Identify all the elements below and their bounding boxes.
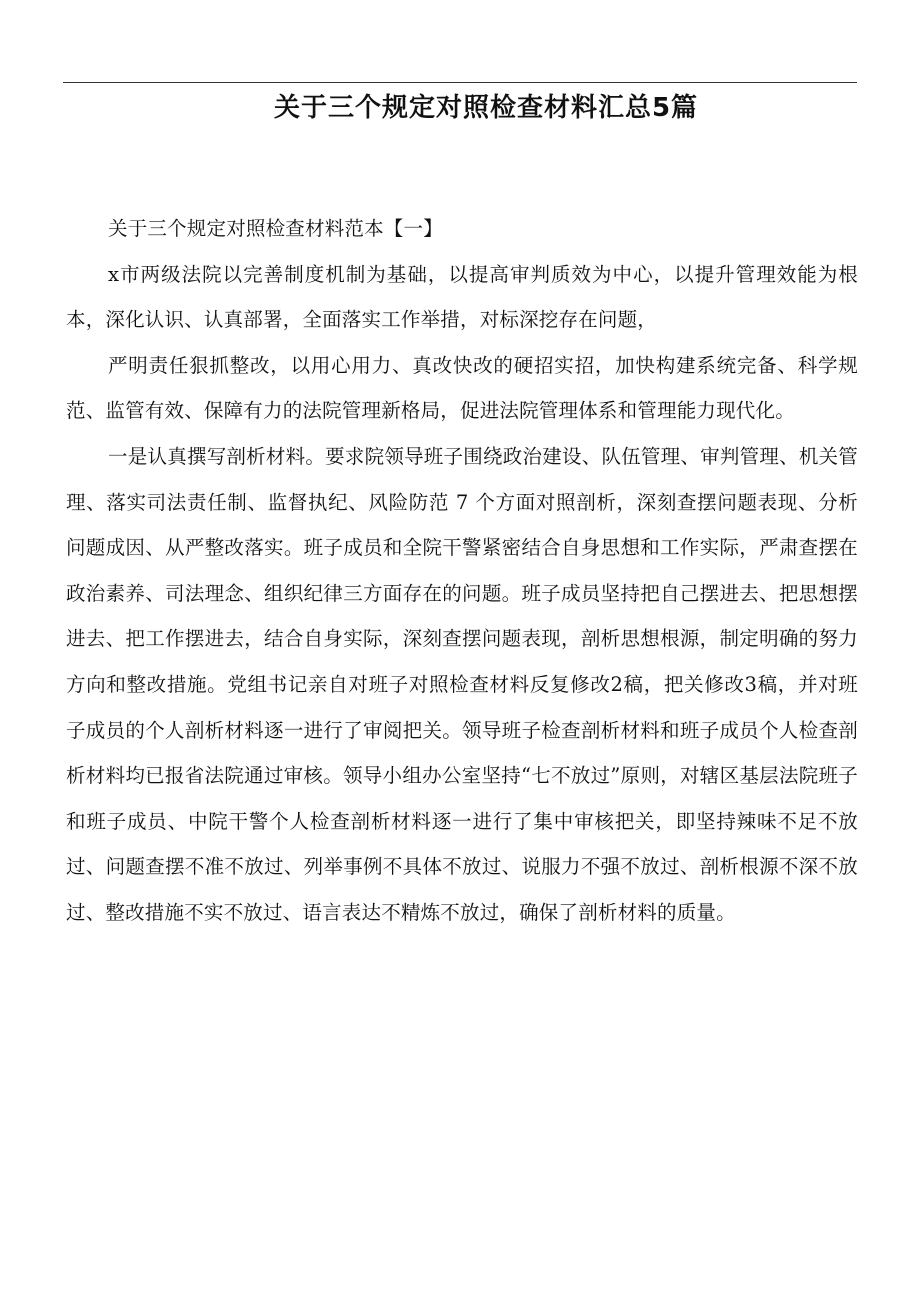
document-title: 关于三个规定对照检查材料汇总5篇	[273, 93, 699, 123]
document-body	[66, 206, 858, 936]
body-paragraph-3: 一是认真撰写剖析材料。要求院领导班子围绕政治建设、队伍管理、审判管理、机关管理、落实司法责任制、监督执纪、风险防范 7 个方面对照剖析，深刻查摆问题表现、分析问题成因、从严整改落实。班子成员和全院干警紧密结合自身思想和工作实际，严肃查摆在政治素养、司法理念、组织纪律三方面存在的问题。班子成员坚持把自己摆进去、把思想摆进去、把工作摆进去，结合自身实际，深刻查摆问题表现，剖析思想根源，制定明确的努力方向和整改措施。党组书记亲自对班子对照检查材料反复修改2稿，把关修改3稿，并对班子成员的个人剖析材料逐一进行了审阅把关。领导班子检查剖析材料和班子成员个人检查剖析材料均已报省法院通过审核。领导小组办公室坚持“七不放过”原则，对辖区基层法院班子和班子成员、中院干警个人检查剖析材料逐一进行了集中审核把关，即坚持辣味不足不放过、问题查摆不准不放过、列举事例不具体不放过、说服力不强不放过、剖析根源不深不放过、整改措施不实不放过、语言表达不精炼不放过，确保了剖析材料的质量。	[66, 444, 858, 924]
header-rule	[63, 82, 857, 83]
body-paragraph-1: x市两级法院以完善制度机制为基础，以提高审判质效为中心，以提升管理效能为根本，深化认识、认真部署，全面落实工作举措，对标深挖存在问题，	[66, 262, 858, 332]
body-paragraph-2: 严明责任狠抓整改，以用心用力、真改快改的硬招实招，加快构建系统完备、科学规范、监管有效、保障有力的法院管理新格局，促进法院管理体系和管理能力现代化。	[66, 353, 858, 423]
section-heading: 关于三个规定对照检查材料范本【一】	[108, 217, 443, 240]
